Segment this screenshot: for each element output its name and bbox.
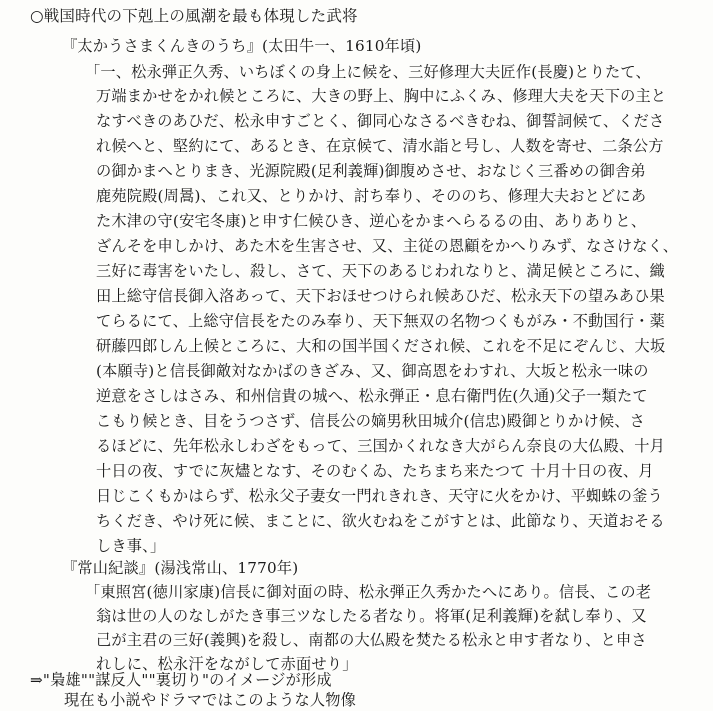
note: 現在も小説やドラマではこのような人物像	[64, 691, 357, 709]
source1-line: 研藤四郎しん上候ところに、大和の国半国くだされ候、これを不足にぞんじ、大坂	[96, 337, 666, 355]
source1-line: 逆意をさしはさみ、和州信貴の城へ、松永弾正・息右衛門佐(久通)父子一類たて	[96, 387, 648, 405]
source1-line: てらるにて、上総守信長をたのみ奉り、天下無双の名物つくもがみ・不動国行・薬	[96, 312, 666, 330]
conclusion: ⇒"梟雄""謀反人""裏切り"のイメージが形成	[30, 671, 332, 689]
source1-line: 三好に毒害をいたし、殺し、さて、天下のあるじわれなりと、満足候ところに、織	[96, 262, 666, 280]
source1-line: た木津の守(安宅冬康)と申す仁候ひき、逆心をかまへらるるの由、ありありと、	[96, 212, 647, 230]
source1-line: るほどに、先年松永しわざをもって、三国かくれなき大がらん奈良の大仏殿、十月	[96, 437, 666, 455]
source1-line: 田上総守信長御入洛あって、天下おほせつけられ候あひだ、松永天下の望みあひ果	[96, 287, 665, 305]
source2-line: れしに、松永汗をながして赤面せり」	[96, 655, 358, 673]
source2-line: 「東照宮(徳川家康)信長に御対面の時、松永弾正久秀かたへにあり。信長、この老	[85, 583, 652, 601]
source2-line: 翁は世の人のなしがたき事三ツなしたる者なり。将軍(足利義輝)を弑し奉り、又	[96, 607, 647, 625]
source1-title: 『太かうさまくんきのうち』(太田牛一、1610年頃)	[62, 37, 422, 55]
source1-line: 万端まかせをかれ候ところに、大きの野上、胸中にふくみ、修理大夫を天下の主と	[96, 87, 667, 105]
source2-title: 『常山紀談』(湯浅常山、1770年)	[62, 559, 299, 577]
source1-line: の御かまへとりまき、光源院殿(足利義輝)御腹めさせ、おなじく三番めの御舎弟	[96, 162, 646, 180]
source1-line: 「一、松永弾正久秀、いちぼくの身上に候を、三好修理大夫匠作(長慶)とりたて、	[85, 63, 651, 81]
source1-line: (本願寺)と信長御敵対なかばのきざみ、又、御高恩をわすれ、大坂と松永一味の	[96, 362, 649, 380]
source1-line: なすべきのあひだ、松永申すごとく、御同心なさるべきむね、御誓詞候て、くださ	[96, 112, 665, 130]
source1-line: こもり候とき、目をうつさず、信長公の嫡男秋田城介(信忠)殿御とりかけ候、さ	[96, 412, 645, 430]
source1-line: 十日の夜、すでに灰燼となす、そのむくゐ、たちまち来たつて 十月十日の夜、月	[96, 462, 654, 480]
source1-line: 日じこくもかはらず、松永父子妻女一門れきれき、天守に火をかけ、平蜘蛛の釜う	[96, 487, 663, 505]
source1-line: 鹿苑院殿(周暠)、これ又、とりかけ、討ち奉り、そののち、修理大夫おとどにあ	[96, 187, 647, 205]
source1-line: しき事、」	[96, 537, 166, 555]
source1-line: ちくだき、やけ死に候、まことに、欲火むねをこがすとは、此節なり、天道おそる	[96, 512, 665, 530]
source2-line: 己が主君の三好(義興)を殺し、南都の大仏殿を焚たる松永と申す者なり、と申さ	[96, 631, 647, 649]
source1-line: ざんそを申しかけ、あた木を生害させ、又、主従の恩顧をかへりみず、なさけなく、	[96, 237, 679, 255]
heading: ○戦国時代の下剋上の風潮を最も体現した武将	[30, 7, 358, 25]
source1-line: れ候へと、堅約にて、あるとき、在京候て、清水詣と号し、人数を寄せ、二条公方	[96, 137, 664, 155]
